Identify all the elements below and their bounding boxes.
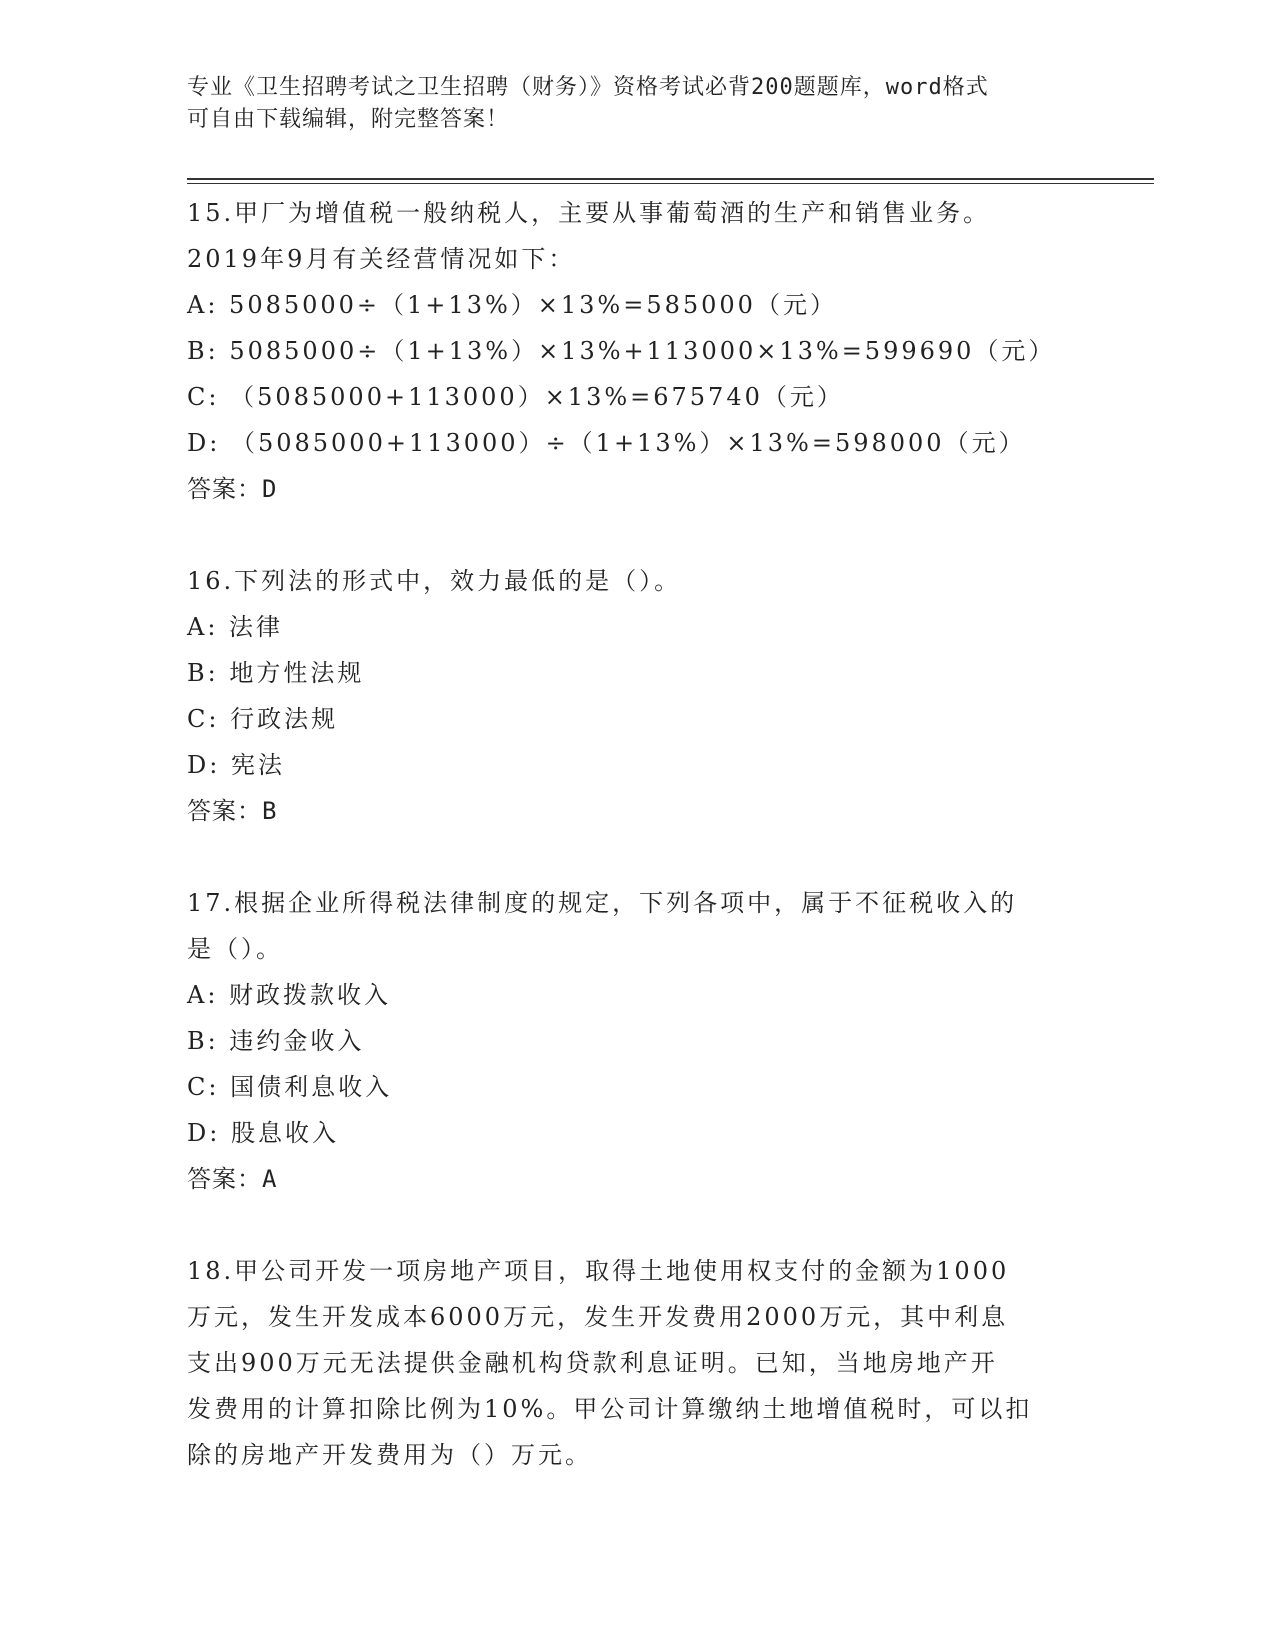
question-stem-line: 16.下列法的形式中，效力最低的是（）。 — [187, 567, 682, 595]
question-stem-line: 17.根据企业所得税法律制度的规定，下列各项中，属于不征税收入的 — [187, 889, 1018, 917]
option-c: C: 国债利息收入 — [187, 1073, 393, 1101]
header-line-2: 可自由下载编辑，附完整答案！ — [187, 107, 510, 132]
document-header — [187, 72, 1067, 136]
option-a: A: 法律 — [187, 613, 284, 641]
question-stem-line: 是（）。 — [187, 935, 283, 963]
option-b: B: 5085000÷（1+13%）×13%+113000×13%=599690（元） — [187, 337, 1056, 365]
question-stem-line: 18.甲公司开发一项房地产项目，取得土地使用权支付的金额为1000 — [187, 1257, 1010, 1285]
question-stem-line: 支出900万元无法提供金融机构贷款利息证明。已知，当地房地产开 — [187, 1349, 998, 1377]
question-stem-line: 2019年9月有关经营情况如下： — [187, 245, 576, 273]
question-18 — [187, 1248, 1087, 1478]
question-16 — [187, 558, 1087, 834]
answer-label: 答案：D — [187, 475, 278, 503]
option-d: D: （5085000+113000）÷（1+13%）×13%=598000（元） — [187, 429, 1026, 457]
question-17 — [187, 880, 1087, 1202]
option-b: B: 地方性法规 — [187, 659, 365, 687]
answer-label: 答案：B — [187, 797, 278, 825]
option-b: B: 违约金收入 — [187, 1027, 365, 1055]
option-a: A: 财政拨款收入 — [187, 981, 392, 1009]
question-stem-line: 除的房地产开发费用为（）万元。 — [187, 1441, 592, 1469]
header-line-1: 专业《卫生招聘考试之卫生招聘（财务）》资格考试必背200题题库，word格式 — [187, 75, 989, 100]
question-stem-line: 发费用的计算扣除比例为10%。甲公司计算缴纳土地增值税时，可以扣 — [187, 1395, 1033, 1423]
option-d: D: 宪法 — [187, 751, 285, 779]
header-divider-thin — [187, 183, 1154, 184]
option-c: C: 行政法规 — [187, 705, 339, 733]
option-a: A: 5085000÷（1+13%）×13%=585000（元） — [187, 291, 837, 319]
question-15 — [187, 190, 1087, 512]
option-c: C: （5085000+113000）×13%=675740（元） — [187, 383, 844, 411]
option-d: D: 股息收入 — [187, 1119, 339, 1147]
question-stem-line: 15.甲厂为增值税一般纳税人，主要从事葡萄酒的生产和销售业务。 — [187, 199, 991, 227]
question-list — [187, 190, 1087, 1524]
question-stem-line: 万元，发生开发成本6000万元，发生开发费用2000万元，其中利息 — [187, 1303, 1009, 1331]
header-divider — [187, 178, 1154, 180]
answer-label: 答案：A — [187, 1165, 278, 1193]
